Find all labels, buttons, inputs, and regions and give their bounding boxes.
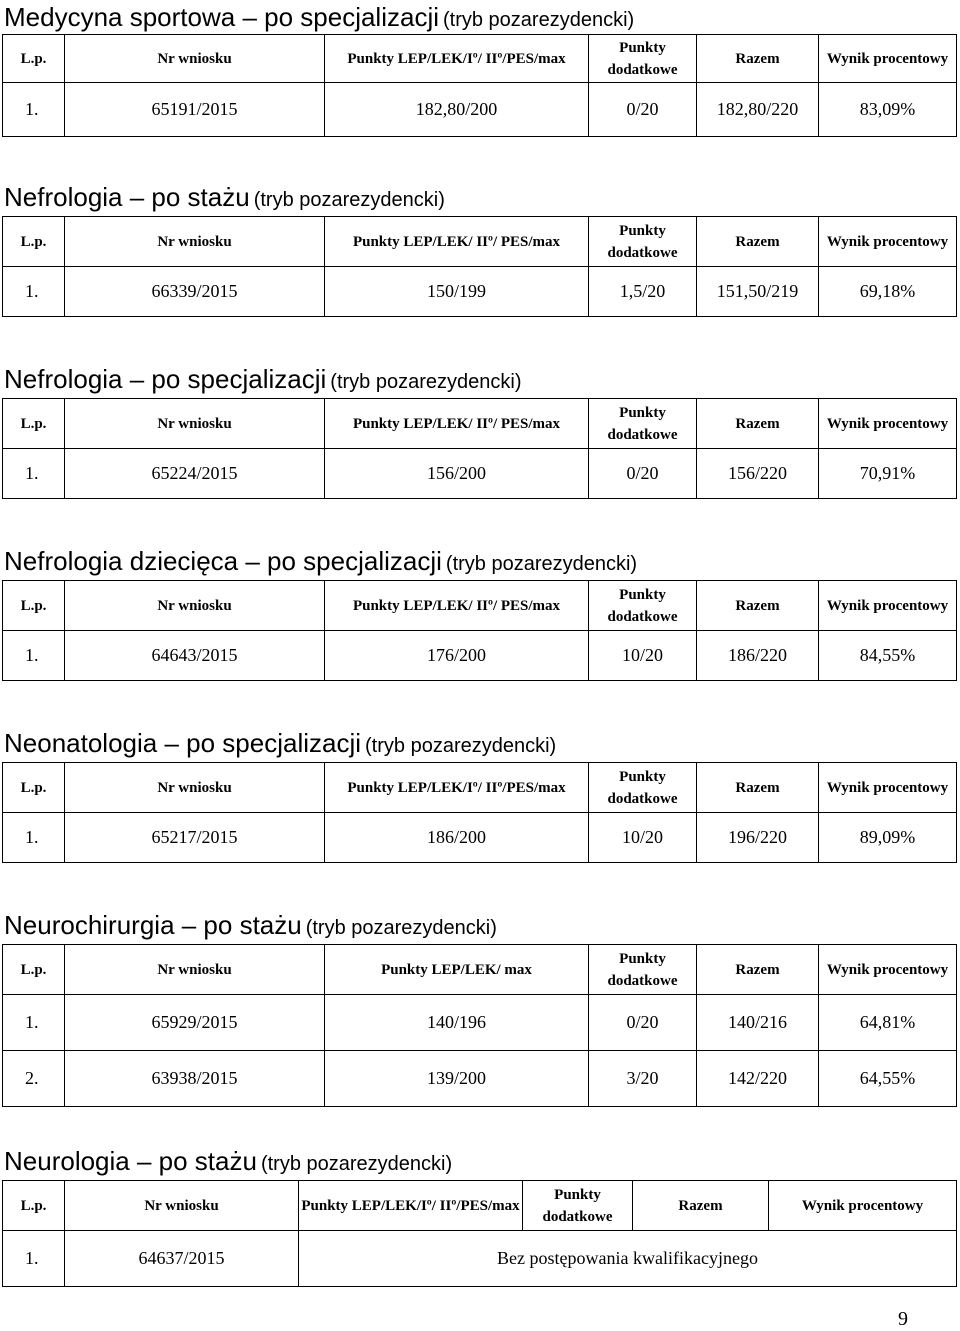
col-punkty-lep: Punkty LEP/LEK/ max	[325, 945, 589, 995]
table-row	[3, 631, 957, 681]
col-punkty-lep: Punkty LEP/LEK/Iº/ IIº/PES/max	[299, 1181, 523, 1231]
table-row	[3, 449, 957, 499]
cell-wynik: 64,55%	[819, 1051, 957, 1107]
cell-nr-wniosku: 65224/2015	[65, 449, 325, 499]
cell-wynik: 89,09%	[819, 813, 957, 863]
col-wynik: Wynik procentowy	[819, 399, 957, 449]
col-razem: Razem	[697, 581, 819, 631]
cell-punkty-dodatkowe: 0/20	[589, 995, 697, 1051]
col-punkty-dodatkowe: Punkty dodatkowe	[589, 763, 697, 813]
results-table	[2, 944, 957, 1107]
cell-nr-wniosku: 64637/2015	[65, 1231, 299, 1287]
cell-razem: 140/216	[697, 995, 819, 1051]
mode-label: (tryb pozarezydencki)	[443, 9, 635, 31]
mode-label: (tryb pozarezydencki)	[253, 189, 445, 211]
mode-label: (tryb pozarezydencki)	[260, 1153, 453, 1175]
results-table	[2, 580, 957, 681]
col-punkty-lep: Punkty LEP/LEK/ IIº/ PES/max	[325, 217, 589, 267]
cell-razem: 182,80/220	[697, 83, 819, 137]
specialty-name: Neurochirurgia – po stażu	[4, 910, 302, 940]
cell-lp: 1.	[3, 995, 65, 1051]
cell-razem: 186/220	[697, 631, 819, 681]
results-table	[2, 216, 957, 317]
col-lp: L.p.	[3, 1181, 65, 1231]
cell-nr-wniosku: 65929/2015	[65, 995, 325, 1051]
col-wynik: Wynik procentowy	[819, 763, 957, 813]
results-table	[2, 1180, 957, 1287]
table-row	[3, 1231, 957, 1287]
specialty-name: Neonatologia – po specjalizacji	[4, 728, 362, 758]
section-title	[4, 730, 556, 756]
col-nr-wniosku: Nr wniosku	[65, 581, 325, 631]
specialty-name: Nefrologia – po specjalizacji	[4, 364, 327, 394]
results-table	[2, 762, 957, 863]
section-title	[4, 184, 445, 210]
cell-razem: 142/220	[697, 1051, 819, 1107]
cell-punkty-dodatkowe: 1,5/20	[589, 267, 697, 317]
col-lp: L.p.	[3, 763, 65, 813]
cell-lp: 1.	[3, 631, 65, 681]
header-row	[3, 35, 957, 83]
header-row	[3, 945, 957, 995]
table-row	[3, 267, 957, 317]
col-punkty-lep: Punkty LEP/LEK/Iº/ IIº/PES/max	[325, 35, 589, 83]
cell-razem: 156/220	[697, 449, 819, 499]
section-title	[4, 912, 497, 938]
results-table	[2, 34, 957, 137]
header-row	[3, 217, 957, 267]
col-nr-wniosku: Nr wniosku	[65, 763, 325, 813]
col-punkty-lep: Punkty LEP/LEK/Iº/ IIº/PES/max	[325, 763, 589, 813]
cell-lp: 1.	[3, 449, 65, 499]
cell-nr-wniosku: 65217/2015	[65, 813, 325, 863]
cell-lp: 1.	[3, 267, 65, 317]
col-razem: Razem	[697, 399, 819, 449]
specialty-name: Nefrologia dziecięca – po specjalizacji	[4, 546, 442, 576]
col-nr-wniosku: Nr wniosku	[65, 945, 325, 995]
header-row	[3, 399, 957, 449]
cell-wynik: 69,18%	[819, 267, 957, 317]
col-punkty-dodatkowe: Punkty dodatkowe	[589, 399, 697, 449]
col-punkty-dodatkowe: Punkty dodatkowe	[589, 217, 697, 267]
cell-punkty-dodatkowe: 10/20	[589, 813, 697, 863]
cell-punkty-lep: 150/199	[325, 267, 589, 317]
specialty-name: Nefrologia – po stażu	[4, 182, 250, 212]
cell-lp: 1.	[3, 83, 65, 137]
cell-razem: 151,50/219	[697, 267, 819, 317]
cell-wynik: 84,55%	[819, 631, 957, 681]
table-row	[3, 1051, 957, 1107]
cell-punkty-dodatkowe: 10/20	[589, 631, 697, 681]
cell-punkty-lep: 186/200	[325, 813, 589, 863]
col-nr-wniosku: Nr wniosku	[65, 399, 325, 449]
col-wynik: Wynik procentowy	[819, 35, 957, 83]
col-lp: L.p.	[3, 399, 65, 449]
cell-punkty-lep: 140/196	[325, 995, 589, 1051]
cell-lp: 1.	[3, 1231, 65, 1287]
page-number: 9	[898, 1308, 908, 1330]
cell-punkty-lep: 182,80/200	[325, 83, 589, 137]
col-punkty-lep: Punkty LEP/LEK/ IIº/ PES/max	[325, 581, 589, 631]
cell-wynik: 64,81%	[819, 995, 957, 1051]
header-row	[3, 763, 957, 813]
header-row	[3, 581, 957, 631]
mode-label: (tryb pozarezydencki)	[365, 735, 557, 757]
mode-label: (tryb pozarezydencki)	[445, 553, 638, 575]
col-nr-wniosku: Nr wniosku	[65, 1181, 299, 1231]
cell-nr-wniosku: 63938/2015	[65, 1051, 325, 1107]
header-row	[3, 1181, 957, 1231]
col-razem: Razem	[633, 1181, 769, 1231]
cell-punkty-lep: 156/200	[325, 449, 589, 499]
col-wynik: Wynik procentowy	[769, 1181, 957, 1231]
section-title	[4, 4, 634, 30]
cell-punkty-lep: 176/200	[325, 631, 589, 681]
col-razem: Razem	[697, 217, 819, 267]
cell-nr-wniosku: 65191/2015	[65, 83, 325, 137]
specialty-name: Neurologia – po stażu	[4, 1146, 257, 1176]
col-wynik: Wynik procentowy	[819, 945, 957, 995]
results-table	[2, 398, 957, 499]
cell-nr-wniosku: 64643/2015	[65, 631, 325, 681]
col-lp: L.p.	[3, 35, 65, 83]
col-lp: L.p.	[3, 217, 65, 267]
table-row	[3, 813, 957, 863]
col-lp: L.p.	[3, 581, 65, 631]
cell-punkty-dodatkowe: 3/20	[589, 1051, 697, 1107]
col-punkty-dodatkowe: Punkty dodatkowe	[589, 581, 697, 631]
col-wynik: Wynik procentowy	[819, 581, 957, 631]
col-razem: Razem	[697, 763, 819, 813]
cell-lp: 1.	[3, 813, 65, 863]
cell-note: Bez postępowania kwalifikacyjnego	[299, 1231, 957, 1287]
cell-punkty-dodatkowe: 0/20	[589, 449, 697, 499]
col-razem: Razem	[697, 945, 819, 995]
col-punkty-dodatkowe: Punkty dodatkowe	[589, 945, 697, 995]
col-nr-wniosku: Nr wniosku	[65, 217, 325, 267]
cell-wynik: 70,91%	[819, 449, 957, 499]
col-razem: Razem	[697, 35, 819, 83]
cell-razem: 196/220	[697, 813, 819, 863]
cell-nr-wniosku: 66339/2015	[65, 267, 325, 317]
mode-label: (tryb pozarezydencki)	[305, 917, 497, 939]
col-wynik: Wynik procentowy	[819, 217, 957, 267]
cell-punkty-lep: 139/200	[325, 1051, 589, 1107]
cell-lp: 2.	[3, 1051, 65, 1107]
table-row	[3, 995, 957, 1051]
col-lp: L.p.	[3, 945, 65, 995]
col-punkty-dodatkowe: Punkty dodatkowe	[523, 1181, 633, 1231]
section-title	[4, 548, 637, 574]
table-row	[3, 83, 957, 137]
col-punkty-dodatkowe: Punkty dodatkowe	[589, 35, 697, 83]
col-punkty-lep: Punkty LEP/LEK/ IIº/ PES/max	[325, 399, 589, 449]
specialty-name: Medycyna sportowa – po specjalizacji	[4, 2, 439, 32]
cell-punkty-dodatkowe: 0/20	[589, 83, 697, 137]
section-title	[4, 366, 521, 392]
mode-label: (tryb pozarezydencki)	[330, 371, 522, 393]
cell-wynik: 83,09%	[819, 83, 957, 137]
col-nr-wniosku: Nr wniosku	[65, 35, 325, 83]
section-title	[4, 1148, 452, 1174]
